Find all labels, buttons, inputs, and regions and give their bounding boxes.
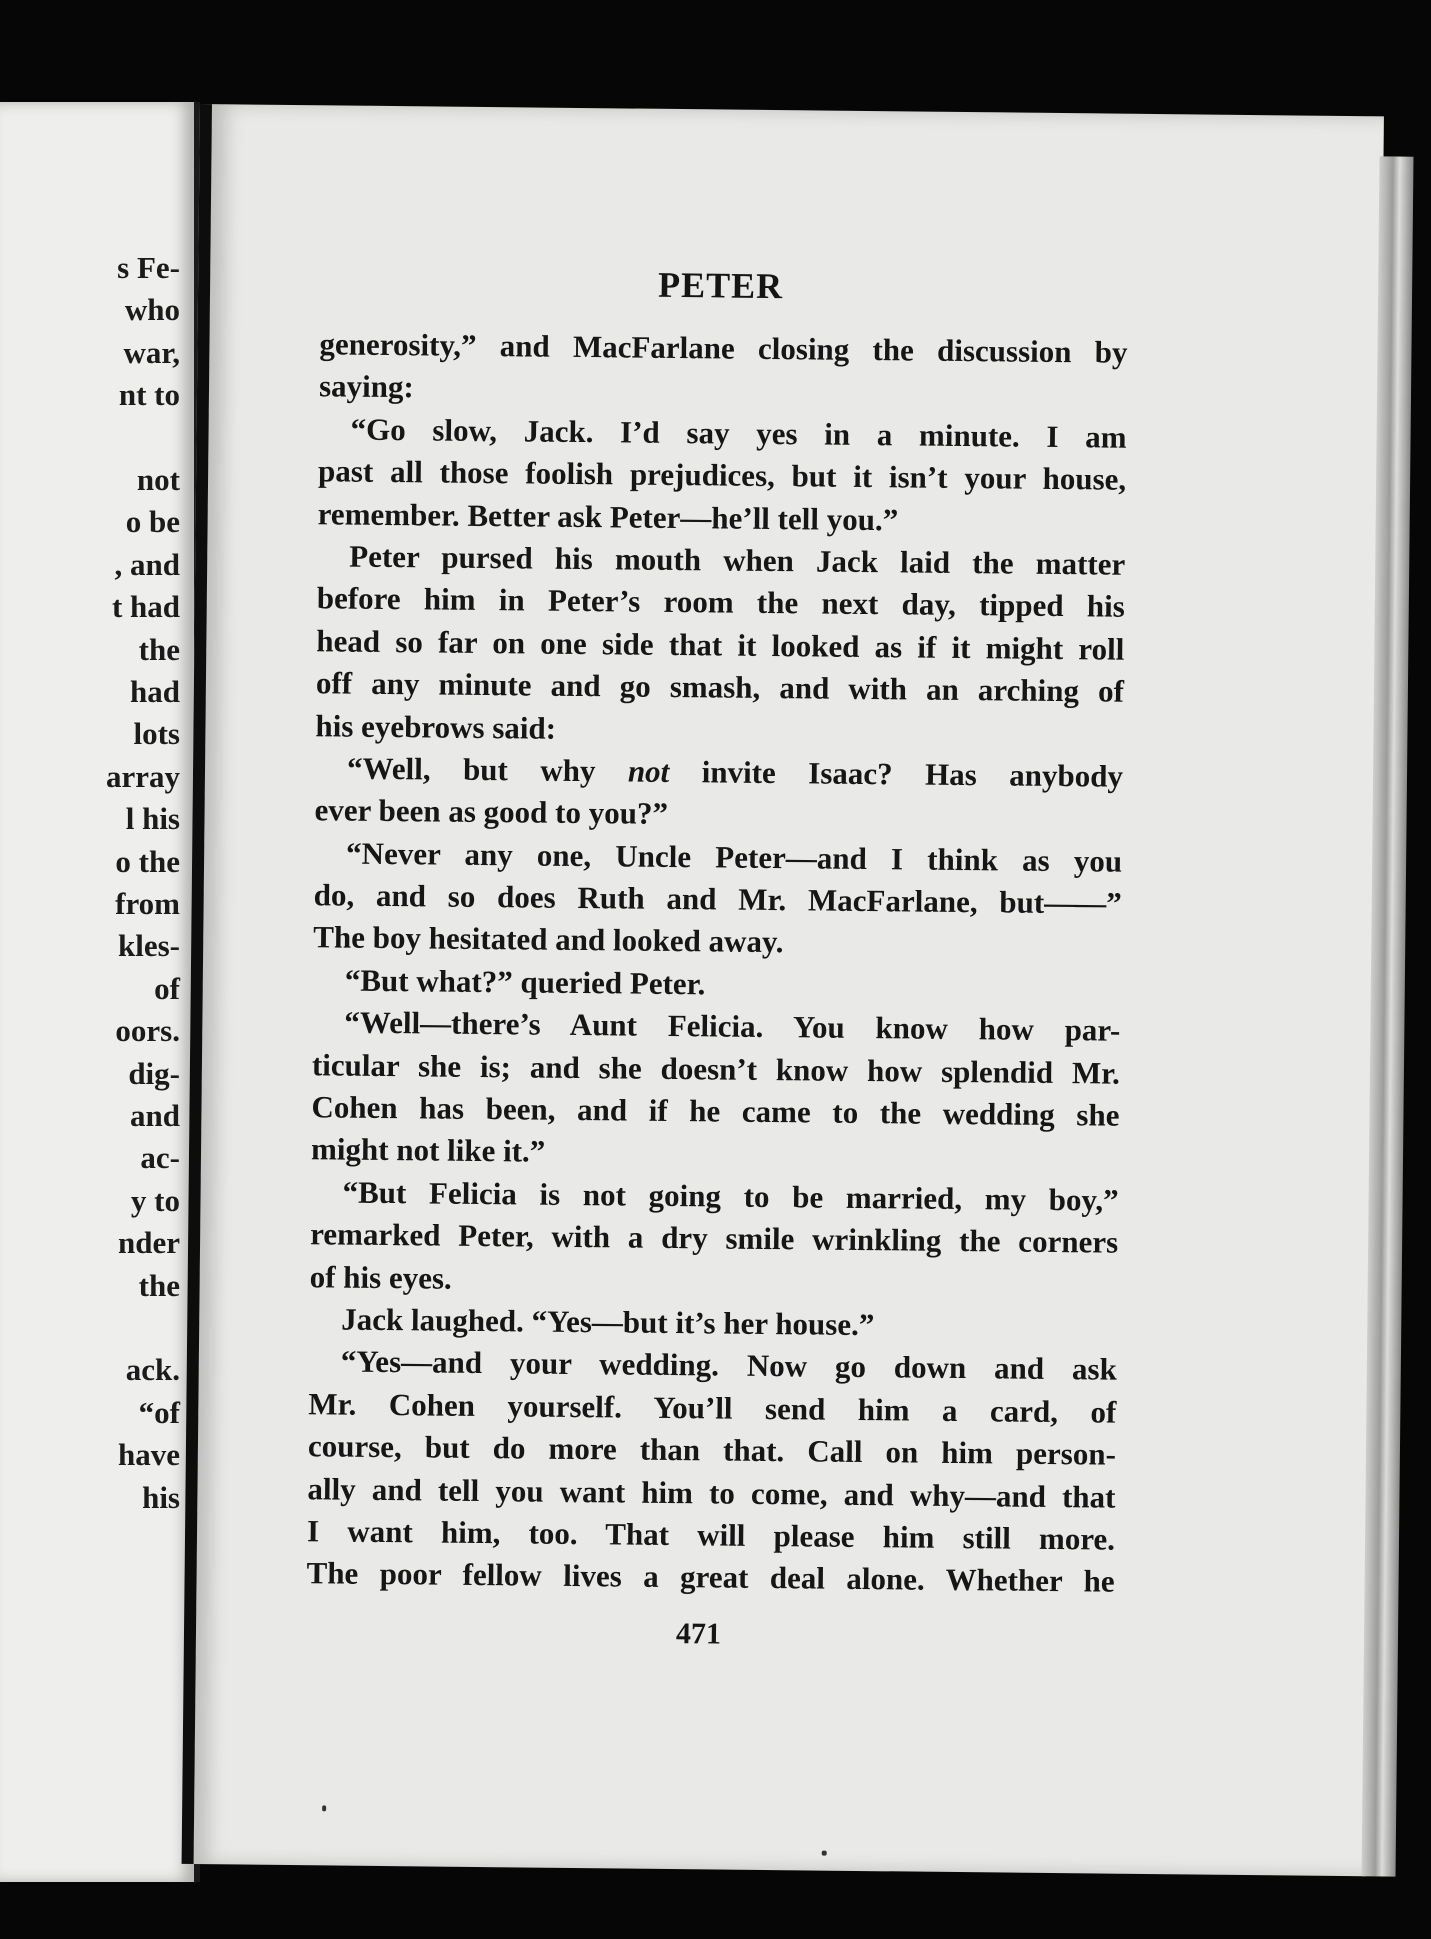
left-line-fragment: dig- bbox=[128, 1056, 180, 1091]
left-line-fragment: t had bbox=[111, 589, 180, 624]
text-line: Peter pursed his mouth when Jack laid the matter bbox=[349, 538, 1126, 582]
left-line-fragment: not bbox=[136, 462, 180, 497]
dust-speck bbox=[822, 1851, 827, 1856]
left-line-fragment: o be bbox=[125, 504, 180, 539]
running-head: PETER bbox=[657, 264, 784, 307]
text-line: Jack laughed. “Yes—but it’s her house.” bbox=[341, 1301, 875, 1343]
left-line-fragment: have bbox=[118, 1437, 180, 1472]
left-line-fragment: s Fe- bbox=[117, 250, 180, 285]
text-line: head so far on one side that it looked as if it might roll bbox=[316, 622, 1125, 667]
text-line: The poor fellow lives a great deal alone. Whether he bbox=[306, 1555, 1115, 1599]
text-line: saying: bbox=[318, 368, 414, 405]
text-line: I want him, too. That will please him still more. bbox=[306, 1513, 1116, 1557]
text-line: generosity,” and MacFarlane closing the discussion by bbox=[319, 326, 1128, 370]
text-line: “Well, but why not invite Isaac? Has anybody bbox=[346, 750, 1124, 794]
text-line: “Yes—and your wedding. Now go down and ask bbox=[340, 1343, 1117, 1388]
text-line: Mr. Cohen yourself. You’ll send him a card, of bbox=[308, 1385, 1117, 1430]
text-line: ticular she is; and she doesn’t know how splendid Mr. bbox=[311, 1046, 1121, 1091]
left-line-fragment: oors. bbox=[115, 1013, 180, 1048]
right-book-page bbox=[182, 104, 1384, 1876]
text-line: ally and tell you want him to come, and why—and that bbox=[307, 1470, 1116, 1515]
text-line: might not like it.” bbox=[310, 1131, 546, 1170]
body-text bbox=[306, 323, 1127, 1603]
page-number: 471 bbox=[675, 1617, 722, 1651]
page-edge-shadow bbox=[1362, 156, 1414, 1876]
left-line-fragment: had bbox=[130, 674, 180, 709]
left-line-fragment: array bbox=[105, 759, 180, 794]
left-line-fragment: o the bbox=[115, 844, 180, 879]
text-line: off any minute and go smash, and with an arching of bbox=[315, 665, 1125, 709]
text-line: “Go slow, Jack. I’d say yes in a minute. I am bbox=[350, 411, 1127, 455]
left-line-fragment: , and bbox=[114, 547, 180, 582]
text-line: “But what?” queried Peter. bbox=[344, 962, 706, 1002]
text-line: do, and so does Ruth and Mr. MacFarlane, but——” bbox=[313, 877, 1122, 921]
left-line-fragment: the bbox=[138, 1268, 180, 1303]
text-line: of his eyes. bbox=[309, 1258, 452, 1296]
text-line: “Well—there’s Aunt Felicia. You know how par- bbox=[344, 1004, 1121, 1048]
text-line: “But Felicia is not going to be married, my boy,” bbox=[342, 1174, 1119, 1218]
left-line-fragment: y to bbox=[130, 1183, 180, 1218]
left-line-fragment: “of bbox=[138, 1395, 180, 1430]
left-line-fragment: from bbox=[115, 886, 180, 921]
left-line-fragment: who bbox=[124, 292, 180, 327]
left-line-fragment: his bbox=[142, 1480, 180, 1515]
left-line-fragment: the bbox=[138, 632, 180, 667]
text-line: remarked Peter, with a dry smile wrinkling the corners bbox=[309, 1216, 1119, 1260]
dust-speck bbox=[322, 1805, 326, 1811]
text-line: remember. Better ask Peter—he’ll tell you.” bbox=[317, 495, 899, 537]
left-line-fragment: l his bbox=[125, 801, 180, 836]
left-line-fragment: and bbox=[130, 1098, 180, 1133]
left-line-fragment: war, bbox=[123, 335, 180, 370]
text-line: course, but do more than that. Call on him person- bbox=[307, 1428, 1117, 1472]
text-line: past all those foolish prejudices, but it isn’t your house, bbox=[317, 453, 1127, 497]
text-line: his eyebrows said: bbox=[315, 707, 557, 746]
left-line-fragment: ack. bbox=[125, 1352, 180, 1387]
text-line: Cohen has been, and if he came to the wedding she bbox=[311, 1089, 1120, 1133]
text-line: before him in Peter’s room the next day, tipped his bbox=[316, 580, 1125, 625]
text-line: The boy hesitated and looked away. bbox=[313, 919, 784, 960]
left-line-fragment: kles- bbox=[118, 928, 180, 963]
left-line-fragment: of bbox=[154, 971, 180, 1006]
left-line-fragment: ac- bbox=[140, 1140, 180, 1175]
left-line-fragment: lots bbox=[133, 716, 180, 751]
text-line: “Never any one, Uncle Peter—and I think as you bbox=[345, 835, 1123, 879]
left-line-fragment: nt to bbox=[118, 377, 180, 412]
left-facing-page bbox=[0, 102, 200, 1882]
left-line-fragment: nder bbox=[118, 1225, 180, 1260]
text-line: ever been as good to you?” bbox=[314, 792, 669, 832]
